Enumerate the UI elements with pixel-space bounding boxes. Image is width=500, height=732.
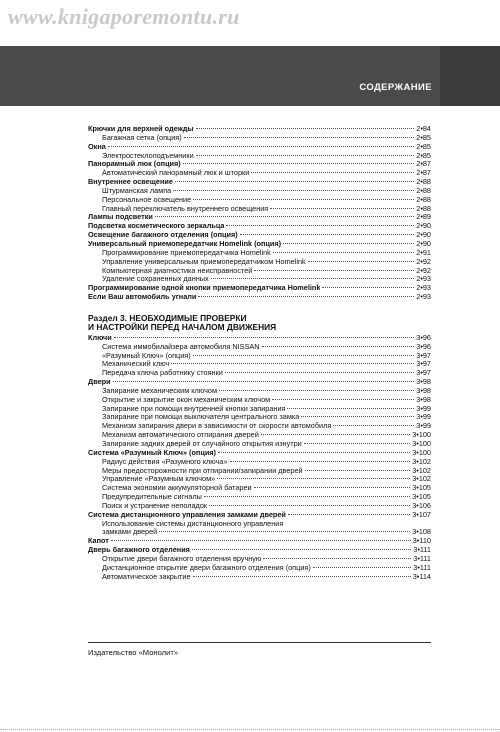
toc-entry[interactable]	[88, 475, 431, 484]
toc-entry[interactable]	[88, 275, 431, 284]
dot-leader	[225, 372, 414, 373]
toc-entry-page: 2•93	[416, 283, 431, 293]
toc-entry[interactable]	[88, 405, 431, 414]
dot-leader	[230, 461, 411, 462]
dot-leader	[111, 540, 411, 541]
toc-entry-title: Запирание задних дверей от случайного открытия изнутри	[102, 440, 302, 448]
toc-entry-title: Двери	[88, 378, 111, 387]
page-title: СОДЕРЖАНИЕ	[359, 82, 432, 93]
toc-entry[interactable]	[88, 555, 431, 564]
toc-entry[interactable]	[88, 360, 431, 369]
toc-entry-page: 3•105	[412, 483, 431, 493]
toc-entry[interactable]	[88, 484, 431, 493]
toc-entry-page: 2•90	[416, 221, 431, 231]
toc-entry-page: 2•93	[416, 292, 431, 302]
toc-entry-page: 2•88	[416, 185, 431, 195]
toc-entry[interactable]	[88, 258, 431, 267]
dot-leader	[270, 208, 414, 209]
toc-entry[interactable]	[88, 240, 431, 249]
toc-entry-title: Открытие и закрытие окон механическим ключом	[102, 395, 271, 404]
toc-entry-page: 2•84	[416, 124, 431, 133]
toc-entry-title: Электростеклоподъемники	[102, 151, 194, 160]
dot-leader	[251, 172, 414, 173]
dot-leader	[193, 576, 411, 577]
toc-entry[interactable]	[88, 440, 431, 449]
toc-entry-title: Штурманская лампа	[102, 186, 172, 195]
toc-entry-title: Механизм запирания двери в зависимости от скорости автомобиля	[102, 422, 332, 431]
toc-entry-page: 3•100	[412, 447, 431, 457]
dot-leader	[192, 549, 411, 550]
toc-entry-title: Управление «Разумным ключом»	[102, 475, 216, 484]
toc-entry[interactable]	[88, 196, 431, 205]
dot-leader	[226, 225, 414, 226]
toc-entry-page: 3•96	[416, 332, 431, 342]
toc-entry-page: 3•114	[412, 571, 431, 581]
dot-leader	[322, 287, 414, 288]
toc-entry-title: Универсальный приемопередатчик Homelink (опция)	[88, 239, 282, 248]
dot-leader	[304, 443, 410, 444]
dot-leader	[184, 137, 415, 138]
dot-leader	[114, 337, 415, 338]
toc-entry-page: 3•96	[416, 341, 431, 351]
toc-entry-title: Система дистанционного управления замками дверей	[88, 510, 286, 519]
toc-entry[interactable]	[88, 125, 431, 134]
toc-entry-page: 3•102	[412, 456, 431, 466]
toc-entry-title: Запирание механическим ключом	[102, 386, 217, 395]
toc-entry-title: Радиус действия «Разумного ключа»	[102, 457, 228, 466]
toc-entry[interactable]	[88, 413, 431, 422]
toc-entry-title: Подсветка косметического зеркальца	[88, 222, 225, 231]
toc-entry-page: 3•100	[412, 430, 431, 440]
publisher: Издательство «Монолит»	[88, 648, 179, 657]
dot-leader	[283, 243, 414, 244]
bottom-edge	[0, 726, 500, 730]
dot-leader	[193, 355, 415, 356]
toc-entry-page: 2•87	[416, 168, 431, 178]
toc-entry-title: Механический ключ	[102, 360, 170, 369]
dot-leader	[287, 408, 414, 409]
toc-entry[interactable]	[88, 134, 431, 143]
toc-entry-title: Удаление сохраненных данных	[102, 275, 209, 284]
dot-leader	[305, 470, 411, 471]
toc-entry[interactable]	[88, 378, 431, 387]
toc-entry-title: Внутреннее освещение	[88, 178, 173, 187]
toc-entry-title: Ключи	[88, 333, 112, 342]
toc-entry-title: Меры предосторожности при отпирании/запирании дверей	[102, 466, 303, 475]
dot-leader	[219, 390, 414, 391]
toc-entry-page: 3•106	[412, 500, 431, 510]
toc-entry-page: 3•97	[416, 359, 431, 369]
toc-entry[interactable]	[88, 352, 431, 361]
toc-entry[interactable]	[88, 520, 431, 529]
toc-entry-page: 3•107	[412, 509, 431, 519]
toc-entry[interactable]	[88, 528, 431, 537]
toc-entry[interactable]	[88, 169, 431, 178]
toc-entry[interactable]	[88, 152, 431, 161]
toc-entry-page: 3•110	[412, 536, 431, 546]
toc-entry-title: Крючки для верхней одежды	[88, 125, 194, 133]
toc-entry[interactable]	[88, 573, 431, 582]
toc-entry-title: Запирание при помощи внутренней кнопки запирания	[102, 404, 286, 413]
toc-entry-title: Система иммобилайзера автомобиля NISSAN	[102, 342, 260, 351]
toc-entry-title: Система «Разумный Ключ» (опция)	[88, 448, 216, 457]
toc-entry-page: 3•100	[412, 439, 431, 448]
dot-leader	[254, 487, 411, 488]
dot-leader	[263, 558, 411, 559]
toc-entry-page: 3•111	[413, 562, 431, 572]
toc-entry[interactable]	[88, 502, 431, 511]
toc-entry-title: Панорамный люк (опция)	[88, 160, 181, 169]
toc-entry[interactable]	[88, 369, 431, 378]
toc-entry[interactable]	[88, 422, 431, 431]
toc-entry[interactable]	[88, 178, 431, 187]
toc-entry[interactable]	[88, 467, 431, 476]
dot-leader	[171, 363, 414, 364]
toc-entry-page: 2•90	[416, 238, 431, 248]
toc-entry[interactable]	[88, 334, 431, 343]
dot-leader	[193, 199, 414, 200]
toc-entry-title: Автоматический панорамный люк и шторки	[102, 169, 250, 178]
toc-entry-page: 2•87	[416, 159, 431, 169]
toc-section-3	[88, 334, 431, 582]
toc-section-2	[88, 125, 431, 302]
toc-entry-title: Использование системы дистанционного управления	[102, 518, 284, 528]
dot-leader	[301, 416, 414, 417]
toc-entry-page: 3•108	[412, 527, 431, 537]
toc-entry-page: 2•88	[416, 177, 431, 187]
toc-entry-page: 3•97	[416, 350, 431, 360]
dot-leader	[204, 496, 410, 497]
toc-entry-page: 3•111	[413, 553, 431, 563]
dot-leader	[211, 278, 415, 279]
toc-entry-title: Главный переключатель внутреннего освещения	[102, 204, 269, 213]
toc-entry[interactable]	[88, 493, 431, 502]
table-of-contents	[88, 125, 431, 582]
toc-entry-page: 2•93	[416, 274, 431, 284]
dot-leader	[272, 399, 414, 400]
toc-entry[interactable]	[88, 284, 431, 293]
toc-entry[interactable]	[88, 205, 431, 214]
toc-entry[interactable]	[88, 564, 431, 573]
watermark: www.knigaporemontu.ru	[8, 4, 240, 29]
dot-leader	[288, 514, 410, 515]
toc-entry-title: Автоматическое закрытие	[102, 572, 191, 581]
dot-leader	[196, 128, 415, 129]
toc-entry-page: 2•88	[416, 194, 431, 204]
toc-entry-title: Управление универсальным приемопередатчиком Homelink	[102, 257, 306, 266]
dot-leader	[273, 252, 414, 253]
toc-entry-page: 3•98	[416, 394, 431, 404]
toc-entry-page: 2•85	[416, 150, 431, 160]
toc-entry-title: Лампы подсветки	[88, 213, 153, 222]
dot-leader	[113, 381, 415, 382]
toc-entry-title: Программирование приемопередатчика Homelink	[102, 248, 271, 257]
dot-leader	[108, 146, 414, 147]
dot-leader	[313, 567, 412, 568]
toc-entry-title: Система экономии аккумуляторной батареи	[102, 484, 252, 493]
toc-entry[interactable]	[88, 249, 431, 258]
toc-entry[interactable]	[88, 396, 431, 405]
dot-leader	[159, 531, 410, 532]
toc-entry[interactable]	[88, 222, 431, 231]
toc-entry-page: 2•89	[416, 212, 431, 222]
toc-entry[interactable]	[88, 293, 431, 302]
toc-entry-title: Багажная сетка (опция)	[102, 133, 182, 142]
toc-entry[interactable]	[88, 160, 431, 169]
toc-entry-page: 3•99	[416, 403, 431, 413]
toc-entry-title: Окна	[88, 142, 106, 151]
dot-leader	[175, 181, 414, 182]
toc-entry-page: 3•102	[412, 465, 431, 475]
toc-entry[interactable]	[88, 267, 431, 276]
dot-leader	[240, 234, 415, 235]
toc-entry-page: 2•85	[416, 132, 431, 142]
toc-entry-page: 2•90	[416, 230, 431, 240]
toc-entry[interactable]	[88, 449, 431, 458]
toc-entry-page: 3•98	[416, 377, 431, 387]
dot-leader	[173, 190, 414, 191]
toc-entry[interactable]	[88, 458, 431, 467]
dot-leader	[183, 163, 415, 164]
toc-entry-title: Дистанционное открытие двери багажного отделения (опция)	[102, 563, 311, 572]
toc-entry-page: 3•99	[416, 412, 431, 422]
toc-entry-page: 2•92	[416, 256, 431, 266]
toc-entry-title: Если Ваш автомобиль угнали	[88, 293, 197, 302]
toc-entry-page: 3•111	[413, 545, 431, 555]
toc-entry-page: 3•99	[416, 421, 431, 431]
dot-leader	[217, 478, 410, 479]
toc-entry-title: «Разумный Ключ» (опция)	[102, 351, 191, 360]
dot-leader	[261, 434, 410, 435]
toc-entry-title: Поиск и устранение неполадок	[102, 501, 208, 510]
toc-entry-title: Компьютерная диагностика неисправностей	[102, 266, 253, 275]
dot-leader	[155, 216, 414, 217]
toc-entry[interactable]	[88, 546, 431, 555]
toc-entry[interactable]	[88, 343, 431, 352]
section-heading-line-1: Раздел 3. НЕОБХОДИМЫЕ ПРОВЕРКИ	[88, 312, 247, 323]
dot-leader	[262, 346, 415, 347]
toc-entry-title: замками дверей	[102, 528, 158, 537]
section-heading	[88, 314, 431, 333]
toc-entry[interactable]	[88, 537, 431, 546]
toc-entry-page: 2•85	[416, 141, 431, 151]
dot-leader	[254, 270, 414, 271]
dot-leader	[333, 425, 414, 426]
toc-entry-page: 3•98	[416, 385, 431, 395]
toc-entry-title: Предупредительные сигналы	[102, 493, 202, 502]
toc-entry-title: Капот	[88, 537, 109, 546]
toc-entry[interactable]	[88, 431, 431, 440]
toc-entry[interactable]	[88, 387, 431, 396]
dot-leader	[308, 261, 415, 262]
toc-entry-title: Запирание при помощи выключателя центрального замка	[102, 413, 300, 422]
toc-entry-title: Открытие двери багажного отделения вручную	[102, 554, 262, 563]
toc-entry-page: 3•105	[412, 492, 431, 502]
toc-entry[interactable]	[88, 187, 431, 196]
header-tab	[440, 46, 500, 106]
dot-leader	[218, 452, 410, 453]
toc-entry-page: 3•102	[412, 474, 431, 484]
footer	[88, 642, 431, 657]
toc-entry[interactable]	[88, 213, 431, 222]
toc-entry-page: 2•88	[416, 203, 431, 213]
section-heading-line-2: И НАСТРОЙКИ ПЕРЕД НАЧАЛОМ ДВИЖЕНИЯ	[88, 322, 277, 333]
toc-entry-title: Персональное освещение	[102, 195, 192, 204]
toc-entry-page: 2•91	[416, 247, 431, 257]
toc-entry-title: Передача ключа работнику стоянки	[102, 369, 223, 378]
dot-leader	[198, 296, 414, 297]
toc-entry-title: Механизм автоматического отпирания дверей	[102, 431, 259, 440]
dot-leader	[196, 155, 415, 156]
toc-entry[interactable]	[88, 143, 431, 152]
header-bar	[0, 46, 500, 106]
toc-entry-page: 3•97	[416, 368, 431, 378]
dot-leader	[209, 505, 410, 506]
toc-entry-page: 2•92	[416, 265, 431, 275]
toc-entry-title: Программирование одной кнопки приемопередатчика Homelink	[88, 284, 321, 293]
toc-entry[interactable]	[88, 231, 431, 240]
toc-entry-title: Освещение багажного отделения (опция)	[88, 231, 238, 240]
toc-entry-title: Дверь багажного отделения	[88, 546, 190, 555]
